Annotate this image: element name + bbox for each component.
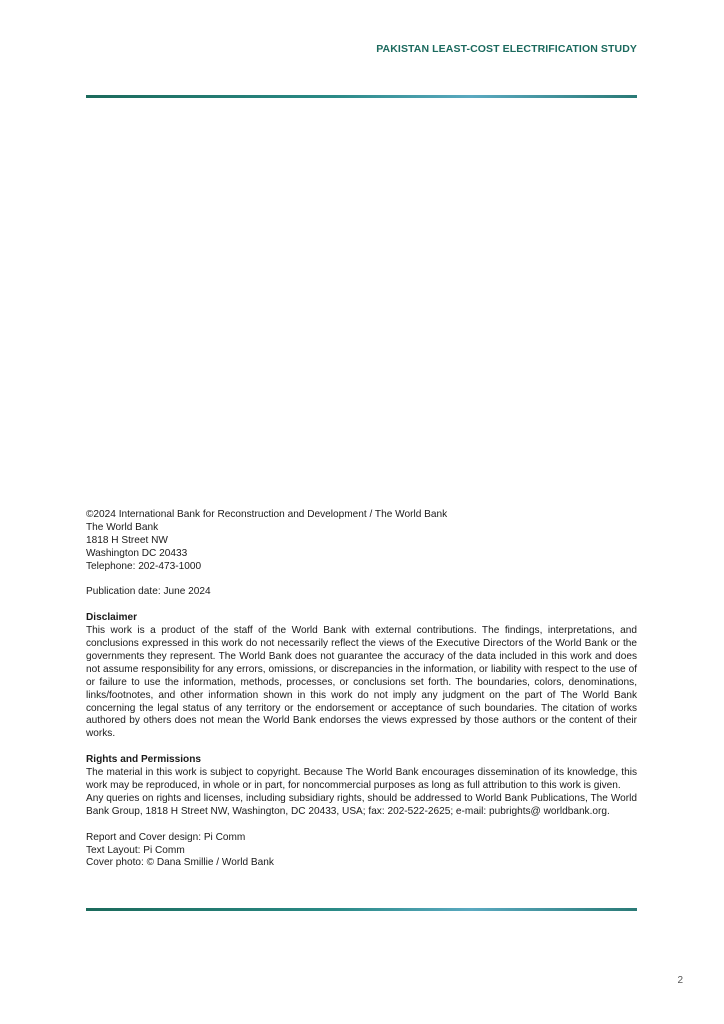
copyright-line: ©2024 International Bank for Reconstruction and Development / The World Bank — [86, 509, 448, 520]
address-line-telephone: Telephone: 202-473-1000 — [86, 560, 202, 572]
rights-paragraph-queries: Any queries on rights and licenses, including subsidiary rights, should be addressed to World Bank Publications, The World Bank Group, 1818 H Street NW, Washington, DC 20433, USA; fax: 202-522-2625; e-mail: pubrights@ worldbank.org. — [86, 792, 637, 817]
bottom-divider-rule — [86, 908, 637, 911]
disclaimer-heading: Disclaimer — [86, 612, 138, 624]
credit-layout: Text Layout: Pi Comm — [86, 844, 185, 856]
page-number: 2 — [677, 975, 683, 986]
rights-heading: Rights and Permissions — [86, 754, 201, 766]
address-line-street: 1818 H Street NW — [86, 534, 168, 546]
credit-cover-photo: Cover photo: © Dana Smillie / World Bank — [86, 857, 274, 869]
running-header-title: PAKISTAN LEAST-COST ELECTRIFICATION STUDY — [376, 43, 637, 55]
spacer — [86, 599, 637, 612]
imprint-block — [86, 509, 637, 870]
spacer — [86, 819, 637, 832]
address-line-organization: The World Bank — [86, 521, 159, 533]
spacer — [86, 574, 637, 587]
disclaimer-body: This work is a product of the staff of the World Bank with external contributions. The findings, interpretations, and conclusions expressed in this work do not necessarily reflect the views of the Executive Directors of the World Bank or the governments they represent. The World Bank does not guarantee the accuracy of the data included in this work and does not assume responsibility for any errors, omissions, or discrepancies in the information, or liability with respect to the use of or failure to use the information, methods, processes, or conclusions set forth. The boundaries, colors, denominations, links/footnotes, and other information shown in this work do not imply any judgment on the part of The World Bank concerning the legal status of any territory or the endorsement or acceptance of such boundaries. The citation of works authored by others does not mean the World Bank endorses the views expressed by those authors or the content of their works. — [86, 625, 637, 740]
publication-date: Publication date: June 2024 — [86, 586, 211, 598]
spacer — [86, 741, 637, 754]
top-divider-rule — [86, 95, 637, 98]
address-line-city: Washington DC 20433 — [86, 547, 188, 559]
credit-design: Report and Cover design: Pi Comm — [86, 831, 246, 843]
rights-paragraph-copyright: The material in this work is subject to copyright. Because The World Bank encourages dissemination of its knowledge, this work may be reproduced, in whole or in part, for noncommercial purposes as long as full attribution to this work is given. — [86, 767, 637, 791]
